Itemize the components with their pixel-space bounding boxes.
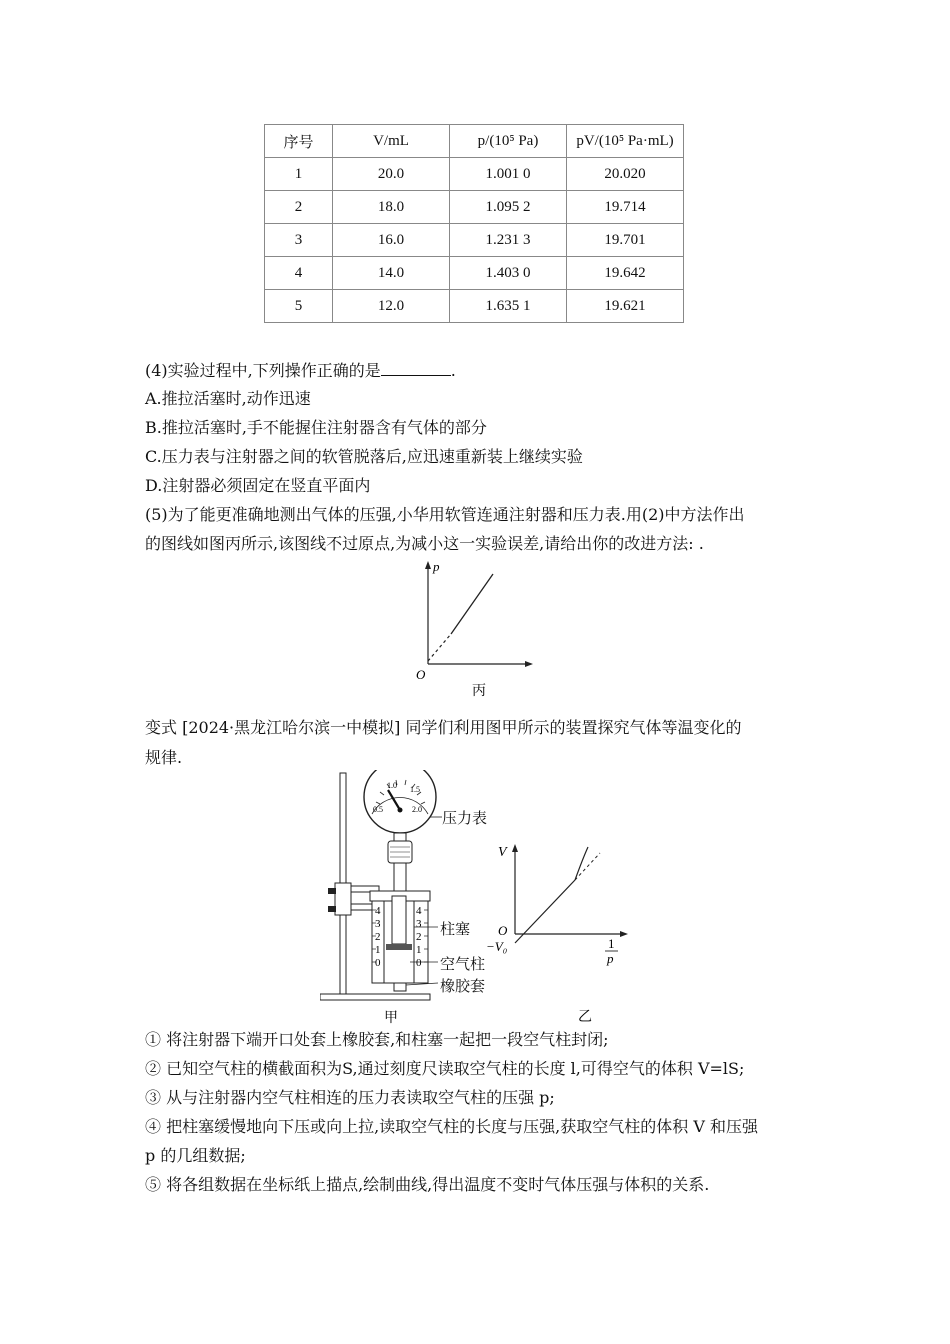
gauge-pivot (398, 808, 403, 813)
q4-option-b: B.推拉活塞时,手不能握住注射器含有气体的部分 (145, 418, 487, 437)
table-row (265, 290, 684, 323)
y-axis-arrow-icon (425, 561, 431, 569)
scale-label: 0 (416, 957, 422, 969)
step-4-continued: p 的几组数据; (145, 1146, 246, 1165)
scale-label: 2 (375, 931, 381, 943)
answer-blank[interactable] (381, 360, 451, 376)
plunger (392, 896, 406, 944)
step-3: ③ 从与注射器内空气柱相连的压力表读取空气柱的压强 p; (145, 1088, 555, 1107)
figure-yi (480, 838, 640, 1028)
header-cell: p/(10⁵ Pa) (450, 125, 567, 158)
table-cell: 1.403 0 (450, 257, 567, 290)
table-row (265, 158, 684, 191)
gauge-tick-label: 1.5 (410, 785, 420, 794)
scale-label: 0 (375, 957, 381, 969)
extrapolated-line (428, 634, 451, 661)
q4-stem-end: . (450, 361, 456, 380)
table-header-row (265, 125, 684, 158)
variant-line2: 规律. (145, 748, 183, 767)
gauge-tick-label: 0.5 (373, 805, 383, 814)
gauge-label: 压力表 (442, 809, 488, 827)
y-axis-label: p (433, 559, 440, 574)
intercept-label: −V₀ (486, 939, 508, 954)
clamp-screw (328, 888, 336, 894)
table-cell: 16.0 (333, 224, 450, 257)
gauge-tick-label: 1.0 (387, 781, 397, 790)
table-cell: 4 (265, 257, 333, 290)
rubber-cap-label: 橡胶套 (440, 977, 486, 995)
table-row (265, 191, 684, 224)
scale-label: 3 (416, 918, 422, 930)
table-cell: 2 (265, 191, 333, 224)
variant-line1: 变式 [2024·黑龙江哈尔滨一中模拟] 同学们利用图甲所示的装置探究气体等温变化的 (145, 718, 742, 737)
q4-stem-text: (4)实验过程中,下列操作正确的是 (145, 361, 381, 380)
scale-label: 1 (375, 944, 381, 956)
connector (394, 833, 406, 841)
step-2: ② 已知空气柱的横截面积为S,通过刻度尺读取空气柱的长度 l,可得空气的体积 V=lS; (145, 1059, 745, 1078)
x-label-numerator: 1 (608, 936, 615, 951)
scale-label: 4 (416, 905, 422, 917)
step-1: ① 将注射器下端开口处套上橡胶套,和柱塞一起把一段空气柱封闭; (145, 1030, 609, 1049)
table-cell: 1.635 1 (450, 290, 567, 323)
table-cell: 1.001 0 (450, 158, 567, 191)
scale-label: 4 (375, 905, 381, 917)
table-row (265, 257, 684, 290)
q4-option-d: D.注射器必须固定在竖直平面内 (145, 476, 371, 495)
origin-label: O (416, 667, 426, 682)
x-axis-arrow-icon (525, 661, 533, 667)
air-column-label: 空气柱 (440, 955, 486, 973)
table-row (265, 224, 684, 257)
scale-label: 3 (375, 918, 381, 930)
y-axis-arrow-icon (512, 844, 518, 852)
gauge-tick-label: 2.0 (412, 805, 422, 814)
x-label-denominator: p (607, 951, 614, 966)
q5-line2: 的图线如图丙所示,该图线不过原点,为减小这一实验误差,请给出你的改进方法: . (145, 534, 704, 553)
figure-caption: 丙 (472, 684, 486, 699)
stand-base (320, 994, 430, 1000)
table-cell: 19.621 (567, 290, 684, 323)
table-cell: 1.231 3 (450, 224, 567, 257)
scale-label: 2 (416, 931, 422, 943)
table-cell: 5 (265, 290, 333, 323)
curve-segment (575, 847, 588, 880)
header-cell: V/mL (333, 125, 450, 158)
header-cell: pV/(10⁵ Pa·mL) (567, 125, 684, 158)
clamp-block (335, 883, 351, 915)
clamp-screw (328, 906, 336, 912)
table-cell: 1 (265, 158, 333, 191)
table-cell: 14.0 (333, 257, 450, 290)
scale-label: 1 (416, 944, 422, 956)
table-cell: 12.0 (333, 290, 450, 323)
origin-label: O (498, 923, 508, 938)
figure-bing (405, 558, 540, 703)
extrapolated-line (575, 853, 600, 880)
q4-option-c: C.压力表与注射器之间的软管脱落后,应迅速重新装上继续实验 (145, 447, 583, 466)
graph-line (451, 574, 493, 634)
q4-option-a: A.推拉活塞时,动作迅速 (145, 389, 311, 408)
pressure-gauge (364, 770, 436, 833)
figure-caption: 甲 (384, 1011, 398, 1026)
table-cell: 1.095 2 (450, 191, 567, 224)
header-cell: 序号 (265, 125, 333, 158)
table-cell: 19.701 (567, 224, 684, 257)
step-4: ④ 把柱塞缓慢地向下压或向上拉,读取空气柱的长度与压强,获取空气柱的体积 V 和压强 (145, 1117, 758, 1136)
plunger-head (386, 944, 412, 950)
x-axis-arrow-icon (620, 931, 628, 937)
table-cell: 3 (265, 224, 333, 257)
table-cell: 20.020 (567, 158, 684, 191)
y-axis-label: V (498, 845, 507, 860)
rubber-cap (394, 983, 406, 991)
table-cell: 20.0 (333, 158, 450, 191)
table-cell: 18.0 (333, 191, 450, 224)
figure-caption: 乙 (578, 1010, 592, 1025)
table-cell: 19.642 (567, 257, 684, 290)
connector-tube (394, 863, 406, 891)
step-5: ⑤ 将各组数据在坐标纸上描点,绘制曲线,得出温度不变时气体压强与体积的关系. (145, 1175, 710, 1194)
data-table (264, 124, 684, 323)
q5-line1: (5)为了能更准确地测出气体的压强,小华用软管连通注射器和压力表.用(2)中方法作出 (145, 505, 745, 524)
q4-stem (145, 360, 456, 381)
plunger-label: 柱塞 (440, 920, 471, 938)
table-cell: 19.714 (567, 191, 684, 224)
